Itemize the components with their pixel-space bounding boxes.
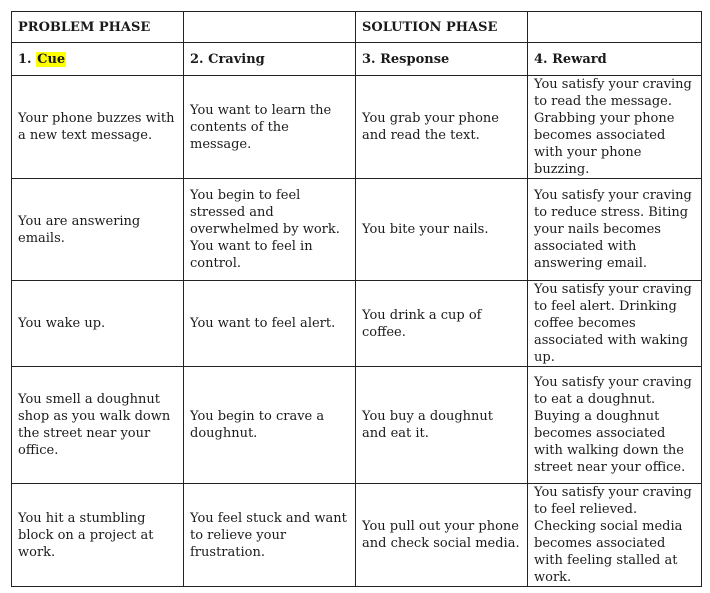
habit-loop-table (11, 11, 702, 587)
header-row (12, 43, 702, 76)
reward-cell: You satisfy your craving to eat a doughnut. Buying a doughnut becomes associated with walking down the street near your office. (528, 367, 702, 484)
response-cell: You buy a doughnut and eat it. (356, 367, 528, 484)
craving-cell: You begin to crave a doughnut. (184, 367, 356, 484)
cue-cell: You hit a stumbling block on a project at work. (12, 484, 184, 587)
table-row (12, 179, 702, 281)
craving-header: 2. Craving (184, 43, 356, 76)
cue-cell: Your phone buzzes with a new text message. (12, 76, 184, 179)
solution-phase-cell: SOLUTION PHASE (356, 12, 528, 43)
table-row (12, 484, 702, 587)
table-row (12, 367, 702, 484)
cue-cell: You wake up. (12, 281, 184, 367)
reward-header: 4. Reward (528, 43, 702, 76)
response-cell: You pull out your phone and check social media. (356, 484, 528, 587)
craving-cell: You want to learn the contents of the message. (184, 76, 356, 179)
response-cell: You grab your phone and read the text. (356, 76, 528, 179)
empty-phase-cell (184, 12, 356, 43)
problem-phase-cell: PROBLEM PHASE (12, 12, 184, 43)
craving-cell: You begin to feel stressed and overwhelmed by work. You want to feel in control. (184, 179, 356, 281)
craving-cell: You feel stuck and want to relieve your frustration. (184, 484, 356, 587)
table-row (12, 281, 702, 367)
cue-header (12, 43, 184, 76)
empty-phase-cell (528, 12, 702, 43)
response-header: 3. Response (356, 43, 528, 76)
response-cell: You bite your nails. (356, 179, 528, 281)
craving-cell: You want to feel alert. (184, 281, 356, 367)
reward-cell: You satisfy your craving to feel alert. Drinking coffee becomes associated with waking up. (528, 281, 702, 367)
table-row (12, 76, 702, 179)
cue-number: 1. (18, 51, 32, 67)
cue-cell: You smell a doughnut shop as you walk down the street near your office. (12, 367, 184, 484)
reward-cell: You satisfy your craving to feel relieved. Checking social media becomes associated with feeling stalled at work. (528, 484, 702, 587)
reward-cell: You satisfy your craving to reduce stress. Biting your nails becomes associated with answering email. (528, 179, 702, 281)
phase-row (12, 12, 702, 43)
reward-cell: You satisfy your craving to read the message. Grabbing your phone becomes associated with your phone buzzing. (528, 76, 702, 179)
response-cell: You drink a cup of coffee. (356, 281, 528, 367)
cue-cell: You are answering emails. (12, 179, 184, 281)
cue-label-highlighted: Cue (37, 51, 66, 67)
